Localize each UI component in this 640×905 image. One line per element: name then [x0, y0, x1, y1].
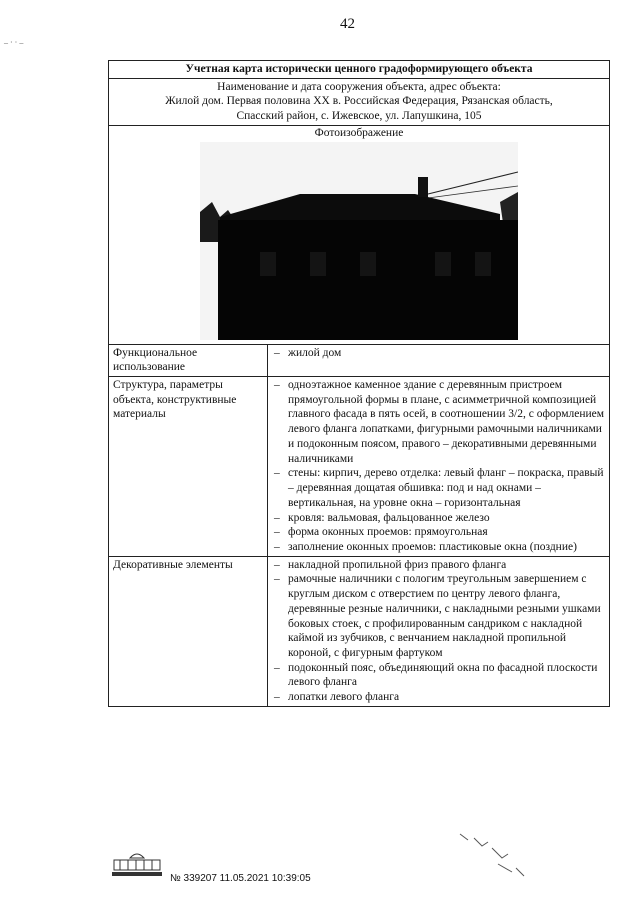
list-item: – накладной пропильной фриз правого фланга [272, 558, 605, 573]
page-number: 42 [340, 16, 355, 32]
document-number: № 339207 11.05.2021 10:39:05 [170, 873, 311, 884]
row-label: Функциональное использование [109, 344, 268, 376]
signature-mark [458, 828, 528, 878]
card-title: Учетная карта исторически ценного градоформирующего объекта [109, 61, 610, 79]
object-name-label: Наименование и дата сооружения объекта, адрес объекта: [217, 80, 501, 93]
margin-marks: ‒ · · ‒ [4, 38, 24, 47]
row-content [268, 377, 610, 557]
list-item: – лопатки левого фланга [272, 690, 605, 705]
list-item: – кровля: вальмовая, фальцованное железо [272, 511, 605, 526]
row-label: Декоративные элементы [109, 556, 268, 706]
list-item: – форма оконных проемов: прямоугольная [272, 525, 605, 540]
list-item: – рамочные наличники с пологим треугольным завершением с круглым диском с отверстием по центру левого фланга, деревянные резные наличники, с накладными резными ушками боковых стоек, с профилированным сандриком с накладной каймой из зубчиков, с венчанием накладной пропильной короной, с фигурным фартуком [272, 572, 605, 660]
list-item: – жилой дом [272, 346, 605, 361]
row-structure [109, 377, 610, 557]
list-item: – подоконный пояс, объединяющий окна по фасадной плоскости левого фланга [272, 661, 605, 690]
list-item: – стены: кирпич, дерево отделка: левый фланг – покраска, правый – деревянная дощатая обшивка: под и над окнами – вертикальная, на уровне окна – горизонтальная [272, 466, 605, 510]
row-decor [109, 556, 610, 706]
photo-cell [109, 125, 610, 344]
list-item: – заполнение оконных проемов: пластиковые окна (поздние) [272, 540, 605, 555]
list-item: – одноэтажное каменное здание с деревянным пристроем прямоугольной формы в плане, с асимметричной композицией главного фасада в пять осей, в соотношении 3/2, с оформлением левого фланга лопатками, фигурными рамочными наличниками и подоконным поясом, правого – декоративными деревянными наличниками [272, 378, 605, 466]
photo-label: Фотоизображение [314, 126, 404, 139]
record-card-table [108, 60, 610, 707]
row-content [268, 556, 610, 706]
row-function [109, 344, 610, 376]
object-name-line1: Жилой дом. Первая половина XX в. Российская Федерация, Рязанская область, [165, 95, 553, 108]
object-name-line2: Спасский район, с. Ижевское, ул. Лапушкина, 105 [236, 110, 482, 123]
house-photo [200, 142, 518, 340]
building-stamp-icon [110, 850, 164, 878]
object-name-cell [109, 78, 610, 125]
row-content [268, 344, 610, 376]
row-label: Структура, параметры объекта, конструктивные материалы [109, 377, 268, 557]
